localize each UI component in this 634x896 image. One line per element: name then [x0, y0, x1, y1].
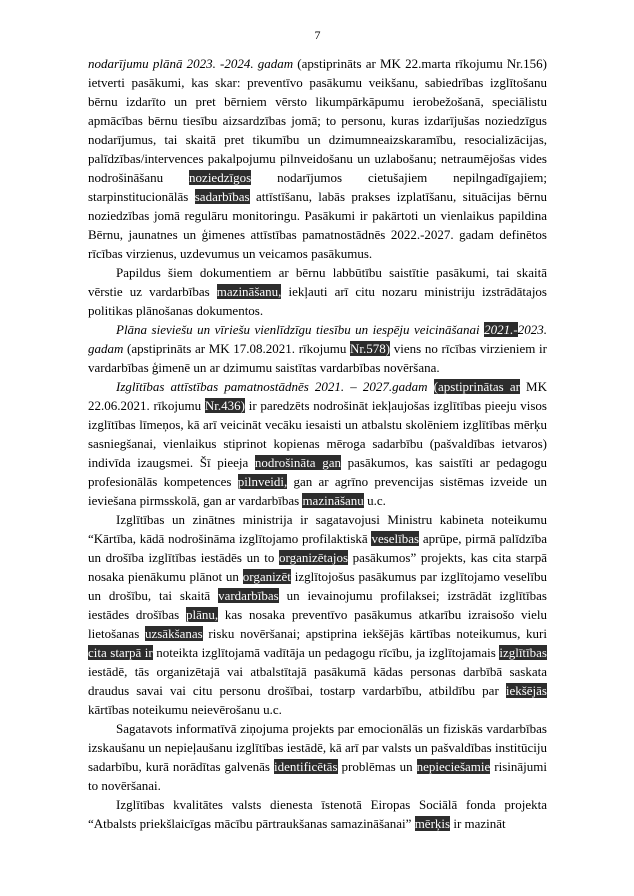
- text-run: nodarījumu plānā 2023. -2024. gadam: [88, 56, 294, 71]
- highlighted-text-run: Nr.578): [350, 341, 391, 356]
- highlighted-text-run: 2021.-: [484, 322, 518, 337]
- text-run: (apstiprināts ar MK 17.08.2021. rīkojumu: [127, 341, 351, 356]
- highlighted-text-run: pilnveidi,: [237, 474, 288, 489]
- text-run: ir paredzēts nodrošināt iekļaujošas izglītības pieeju visos izglītības līmeņos, kā arī veicināt vecāku iesaisti un atbalstu skolēniem izglītības mērķu sasniegšanai, vienlaikus stiprinot kopienas mēroga sadarbību (pašvaldības ietvaros) indivīda izaugsmei. Šī pieeja: [88, 398, 547, 470]
- text-run: risinājumi to novēršanai.: [88, 759, 547, 793]
- text-run: pasākumos, kas saistīti ar pedagogu profesionālās kompetences: [88, 455, 548, 489]
- paragraph: [88, 320, 547, 377]
- text-run: iekļauti arī citu nozaru ministriju izstrādātajos politikas plānošanas dokumentos.: [88, 284, 547, 318]
- paragraph: [88, 719, 547, 795]
- text-run: aprūpe, pirmā palīdzība un drošība izglītības iestādēs un to: [88, 531, 547, 565]
- text-run: Izglītības un zinātnes ministrija ir sagatavojusi Ministru kabineta noteikumu “Kārtība, kādā nodrošināma izglītojamo profilaktiskā: [88, 512, 547, 546]
- highlighted-text-run: mērķis: [414, 816, 451, 831]
- highlighted-text-run: izglītības: [499, 645, 547, 660]
- highlighted-text-run: mazināšanu: [302, 493, 364, 508]
- text-run: risku novēršanai; apstiprina iekšējās kārtības noteikumus, kuri: [202, 626, 547, 641]
- paragraph: [88, 510, 547, 719]
- highlighted-text-run: noziedzīgos: [189, 170, 252, 185]
- highlighted-text-run: nepieciešamie: [416, 759, 491, 774]
- text-run: nodarījumos cietušajiem nepilngadīgajiem; starpinstitucionālās: [88, 170, 547, 204]
- text-run: kārtības noteikumu neievērošanu u.c.: [88, 702, 282, 717]
- text-run: Izglītības attīstības pamatnostādnēs 2021. – 2027.gadam: [116, 379, 434, 394]
- page-number: 7: [314, 28, 321, 42]
- paragraph: [88, 54, 547, 263]
- highlighted-text-run: veselības: [371, 531, 420, 546]
- text-run: 2023. gadam: [88, 322, 547, 356]
- highlighted-text-run: vardarbības: [218, 588, 279, 603]
- text-run: gan ar agrīno prevencijas sistēmas izveide un ieviešana pirmsskolā, gan ar vardarbības: [88, 474, 547, 508]
- highlighted-text-run: nodrošināta gan: [254, 455, 341, 470]
- text-run: noteikta izglītojamā vadītāja un pedagogu rīcību, ja izglītojamais: [152, 645, 500, 660]
- text-run: (apstiprināts ar MK 22.marta rīkojumu Nr.156) ietverti pasākumi, kas skar: preventīvo pasākumu veikšanu, sabiedrības izglītošanu bērnu izdarīto un pret bērniem vērsto likumpārkāpumu ierobežošanā, speciālistu apmācības bērnu tiesību aizsardzības jomā; to personu, kuras izdarījušas noziedzīgus nodarījumus, tai skaitā pret tikumību un dzimumneaizskaramību, resocializācijas, palīdzības/intervences pakalpojumu pilnveidošanu un uzlabošanu; netraumējošas vides nodrošināšanu: [88, 56, 547, 185]
- text-run: Izglītības kvalitātes valsts dienesta īstenotā Eiropas Sociālā fonda projekta “Atbalsts priekšlaicīgas mācību pārtraukšanas samazināšanai”: [88, 797, 547, 831]
- highlighted-text-run: cita starpā ir: [88, 645, 153, 660]
- highlighted-text-run: identificētās: [273, 759, 338, 774]
- text-run: viens no rīcības virzieniem ir vardarbības ģimenē un ar dzimumu saistītas vardarbības novēršana.: [88, 341, 547, 375]
- highlighted-text-run: mazināšanu,: [216, 284, 282, 299]
- text-run: ir mazināt: [450, 816, 506, 831]
- highlighted-text-run: Nr.436): [204, 398, 245, 413]
- highlighted-text-run: uzsākšanas: [144, 626, 203, 641]
- highlighted-text-run: organizētajos: [278, 550, 349, 565]
- text-run: Plāna sieviešu un vīriešu vienlīdzīgu tiesību un iespēju veicināšanai: [116, 322, 485, 337]
- text-run: Sagatavots informatīvā ziņojuma projekts par emocionālās un fiziskās vardarbības izskaušanu un nepieļaušanu izglītības iestādē, kā arī par valsts un pašvaldības institūciju sadarbību, kurā norādītas galvenās: [88, 721, 547, 774]
- text-run: iestādē, tās organizētajā vai atbalstītajā pasākumā kādas personas darbībā saskata draudus savai vai citu personu drošībai, tostarp vardarbību, atbildību par: [88, 664, 547, 698]
- text-run: pasākumos” projekts, kas cita starpā nosaka pienākumu plānot un: [88, 550, 547, 584]
- paragraph: [88, 263, 547, 320]
- highlighted-text-run: iekšējās: [505, 683, 547, 698]
- text-run: attīstīšanu, labās prakses izplatīšanu, situācijas bērnu noziedzības jomā regulāru monitoringu. Pasākumi ir pakārtoti un vienlaikus papildina Bērnu, jaunatnes un ģimenes attīstības pamatnostādnēs 2022.-2027. gadam definētos rīcības virzienus, uzdevumus un veicamos pasākumus.: [88, 189, 547, 261]
- highlighted-text-run: (apstiprinātas ar: [433, 379, 520, 394]
- text-run: un ievainojumu profilaksei; izstrādāt izglītības iestādes drošības: [88, 588, 547, 622]
- paragraph: [88, 795, 547, 833]
- document-body: [88, 54, 547, 833]
- highlighted-text-run: plānu,: [186, 607, 219, 622]
- text-run: problēmas un: [337, 759, 417, 774]
- paragraph: [88, 377, 547, 510]
- text-run: u.c.: [363, 493, 386, 508]
- text-run: Papildus šiem dokumentiem ar bērnu labbūtību saistītie pasākumi, tai skaitā vērstie uz vardarbības: [88, 265, 547, 299]
- highlighted-text-run: organizēt: [242, 569, 291, 584]
- text-run: kas nosaka preventīvo pasākumus atkarību izraisošo vielu lietošanas: [88, 607, 548, 641]
- text-run: MK 22.06.2021. rīkojumu: [88, 379, 547, 413]
- text-run: izglītojošus pasākumus par izglītojamo veselību un drošību, tai skaitā: [88, 569, 548, 603]
- highlighted-text-run: sadarbības: [194, 189, 250, 204]
